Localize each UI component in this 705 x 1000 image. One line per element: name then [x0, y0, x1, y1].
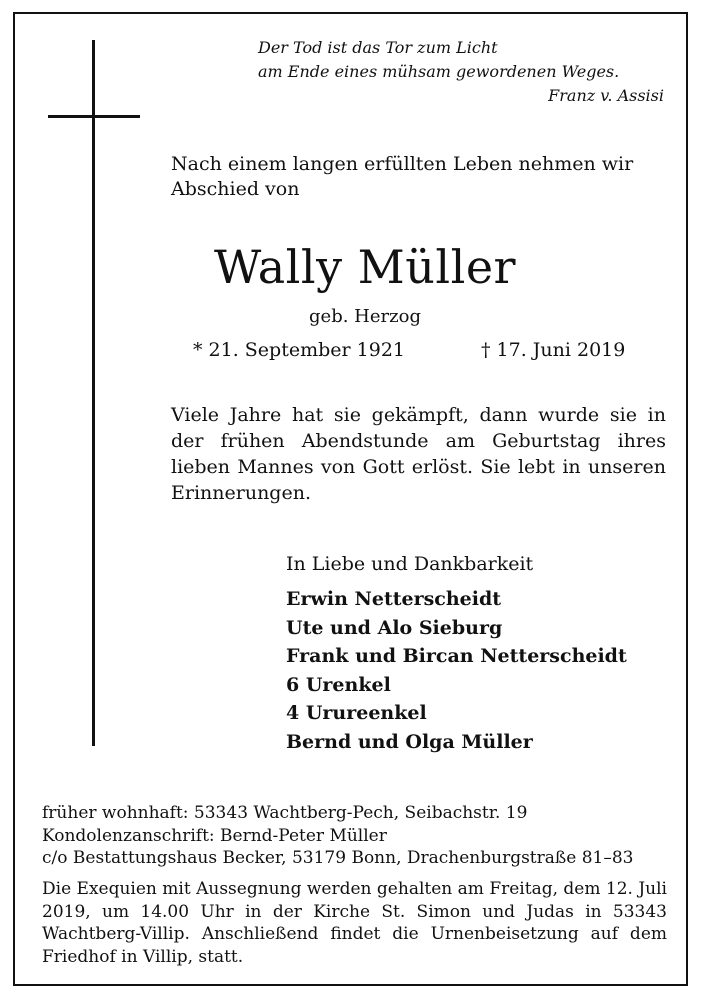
condolence-address: Kondolenzanschrift: Bernd-Peter Müller — [42, 825, 387, 846]
quote-author: Franz v. Assisi — [548, 86, 664, 105]
former-address: früher wohnhaft: 53343 Wachtberg-Pech, Seibachstr. 19 — [42, 803, 528, 823]
mourner-name: Erwin Netterscheidt — [286, 588, 502, 610]
quote-block — [258, 36, 670, 108]
deceased-name: Wally Müller — [213, 240, 517, 294]
mourners-list — [286, 585, 686, 756]
funeral-details: Die Exequien mit Aussegnung werden gehalten am Freitag, dem 12. Juli 2019, um 14.00 Uhr in der Kirche St. Simon und Judas in 53343 Wachtberg-Villip. Anschließend findet die Urnenbeisetzung auf dem Friedhof in Villip, statt. — [42, 879, 667, 967]
mourner-name: Frank und Bircan Netterscheidt — [286, 645, 627, 667]
birth-date: * 21. September 1921 — [193, 339, 405, 361]
funeral-home-address: c/o Bestattungshaus Becker, 53179 Bonn, Drachenburgstraße 81–83 — [42, 848, 634, 868]
mourner-name: Bernd und Olga Müller — [286, 730, 533, 753]
memorial-message: Viele Jahre hat sie gekämpft, dann wurde sie in der frühen Abendstunde am Geburtstag ihres lieben Mannes von Gott erlöst. Sie lebt in unseren Erinnerungen. — [171, 404, 666, 504]
mourner-name: 4 Urureenkel — [286, 702, 427, 724]
mourner-name: Ute und Alo Sieburg — [286, 616, 503, 639]
death-date: † 17. Juni 2019 — [481, 339, 626, 361]
intro-line-2: Abschied von — [171, 178, 300, 200]
cross-vertical-bar — [92, 40, 95, 746]
quote-line-1: Der Tod ist das Tor zum Licht — [258, 38, 498, 57]
mourner-name: 6 Urenkel — [286, 673, 391, 696]
mourners-heading: In Liebe und Dankbarkeit — [286, 553, 534, 575]
maiden-name: geb. Herzog — [309, 306, 421, 327]
address-info — [42, 802, 667, 870]
quote-line-2: am Ende eines mühsam gewordenen Weges. — [258, 62, 620, 81]
intro-text — [171, 152, 671, 202]
cross-horizontal-bar — [48, 115, 140, 118]
intro-line-1: Nach einem langen erfüllten Leben nehmen wir — [171, 153, 634, 175]
